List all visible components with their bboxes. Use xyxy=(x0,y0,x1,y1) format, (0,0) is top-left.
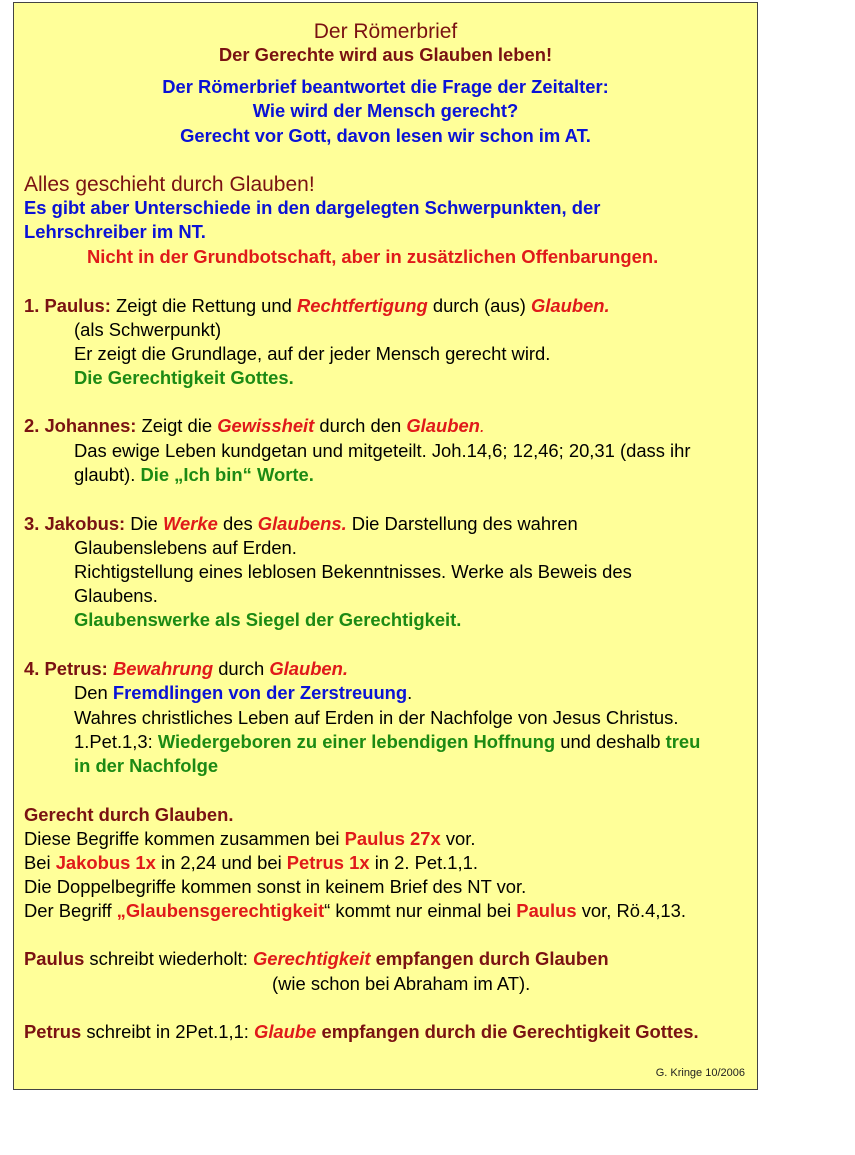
gerecht-line-2 xyxy=(24,852,478,874)
gerecht-line-1 xyxy=(24,828,475,850)
petrus-text-4: Glauben. xyxy=(269,658,348,679)
petrus-line-2a: Den xyxy=(74,682,113,703)
page-subtitle-text: Der Gerechte wird aus Glauben leben! xyxy=(218,44,553,65)
page-subtitle xyxy=(14,44,757,66)
paulus-line-1 xyxy=(24,295,610,317)
petrus2-a: Petrus xyxy=(24,1021,82,1042)
gerecht-line-4a: Der Begriff xyxy=(24,900,117,921)
paulus-line-3: Er zeigt die Grundlage, auf der jeder Mensch gerecht wird. xyxy=(74,343,551,364)
faith-heading: Alles geschieht durch Glauben! xyxy=(24,173,315,196)
document-sheet xyxy=(13,2,758,1090)
paulus2-line-2: (wie schon bei Abraham im AT). xyxy=(272,973,531,994)
petrus-line-5: in der Nachfolge xyxy=(74,755,219,776)
johannes-line-1 xyxy=(24,415,485,437)
gerecht-heading: Gerecht durch Glauben. xyxy=(24,804,234,825)
petrus-line-2 xyxy=(74,682,412,704)
intro-line-2: Wie wird der Mensch gerecht? xyxy=(252,100,519,121)
gerecht-line-2c: in 2,24 und bei xyxy=(155,852,287,873)
gerecht-line-4c: “ kommt nur einmal bei xyxy=(324,900,517,921)
paulus-text-2: Rechtfertigung xyxy=(296,295,428,316)
author-credit: G. Kringe 10/2006 xyxy=(655,1067,745,1079)
petrus-label: 4. Petrus: xyxy=(24,658,108,679)
jakobus-line-3: Richtigstellung eines leblosen Bekenntnisses. Werke als Beweis des xyxy=(74,561,632,582)
gerecht-line-4 xyxy=(24,900,686,922)
faith-line-2: Lehrschreiber im NT. xyxy=(24,221,206,242)
gerecht-line-4e: vor, Rö.4,13. xyxy=(576,900,686,921)
paulus2-c: Gerechtigkeit xyxy=(252,948,371,969)
petrus-line-4 xyxy=(74,731,700,753)
gerecht-line-2d: Petrus 1x xyxy=(286,852,370,873)
jakobus-text-3: des xyxy=(217,513,258,534)
jakobus-line-5: Glaubenswerke als Siegel der Gerechtigkeit. xyxy=(74,609,462,630)
petrus-line-3: Wahres christliches Leben auf Erden in der Nachfolge von Jesus Christus. xyxy=(74,707,679,728)
paulus-label: 1. Paulus: xyxy=(24,295,111,316)
paulus-text-1: Zeigt die Rettung und xyxy=(110,295,297,316)
paulus-line-2: (als Schwerpunkt) xyxy=(74,319,222,340)
johannes-text-5: . xyxy=(479,415,486,436)
petrus-line-4a: 1.Pet.1,3: xyxy=(74,731,158,752)
johannes-text-1: Zeigt die xyxy=(136,415,218,436)
paulus-text-3: durch (aus) xyxy=(427,295,531,316)
petrus-line-4b: Wiedergeboren zu einer lebendigen Hoffnung xyxy=(157,731,556,752)
gerecht-line-3: Die Doppelbegriffe kommen sonst in keinem Brief des NT vor. xyxy=(24,876,527,897)
petrus-line-4d: treu xyxy=(665,731,701,752)
gerecht-line-2b: Jakobus 1x xyxy=(55,852,156,873)
gerecht-line-2e: in 2. Pet.1,1. xyxy=(369,852,478,873)
jakobus-text-2: Werke xyxy=(163,513,218,534)
johannes-label: 2. Johannes: xyxy=(24,415,137,436)
jakobus-label: 3. Jakobus: xyxy=(24,513,126,534)
paulus2-line-1 xyxy=(24,948,609,970)
paulus2-a: Paulus xyxy=(24,948,85,969)
johannes-text-4: Glauben xyxy=(406,415,480,436)
gerecht-line-4d: Paulus xyxy=(516,900,577,921)
page-title-text: Der Römerbrief xyxy=(313,20,458,43)
paulus2-b: schreibt wiederholt: xyxy=(84,948,253,969)
jakobus-line-4: Glaubens. xyxy=(74,585,158,606)
paulus-text-4: Glauben. xyxy=(530,295,610,316)
intro-line-1: Der Römerbrief beantwortet die Frage der Zeitalter: xyxy=(162,76,609,97)
gerecht-line-1c: vor. xyxy=(440,828,476,849)
petrus2-c: Glaube xyxy=(254,1021,317,1042)
johannes-line-2: Das ewige Leben kundgetan und mitgeteilt. Joh.14,6; 12,46; 20,31 (dass ihr xyxy=(74,440,691,461)
jakobus-line-1 xyxy=(24,513,578,535)
jakobus-line-2: Glaubenslebens auf Erden. xyxy=(74,537,297,558)
petrus-text-3: durch xyxy=(213,658,270,679)
johannes-text-2: Gewissheit xyxy=(217,415,315,436)
johannes-line-3b: Die „Ich bin“ Worte. xyxy=(140,464,314,485)
petrus-line-2c: . xyxy=(407,682,413,703)
intro-line-3: Gerecht vor Gott, davon lesen wir schon im AT. xyxy=(180,125,591,146)
faith-line-1: Es gibt aber Unterschiede in den dargelegten Schwerpunkten, der xyxy=(24,197,601,218)
petrus-line-4c: und deshalb xyxy=(555,731,666,752)
jakobus-text-1: Die xyxy=(125,513,164,534)
page-title xyxy=(14,19,757,44)
petrus-text-2: Bewahrung xyxy=(112,658,214,679)
jakobus-text-5: Die Darstellung des wahren xyxy=(346,513,578,534)
petrus2-b: schreibt in 2Pet.1,1: xyxy=(81,1021,255,1042)
gerecht-line-1b: Paulus 27x xyxy=(344,828,441,849)
gerecht-line-2a: Bei xyxy=(24,852,56,873)
petrus-line-1 xyxy=(24,658,348,680)
johannes-line-3a: glaubt). xyxy=(74,464,141,485)
gerecht-line-4b: „Glaubensgerechtigkeit xyxy=(116,900,325,921)
johannes-line-3 xyxy=(74,464,314,486)
jakobus-text-4: Glaubens. xyxy=(257,513,347,534)
johannes-text-3: durch den xyxy=(314,415,407,436)
petrus-line-2b: Fremdlingen von der Zerstreuung xyxy=(112,682,408,703)
paulus-line-4: Die Gerechtigkeit Gottes. xyxy=(74,367,294,388)
gerecht-line-1a: Diese Begriffe kommen zusammen bei xyxy=(24,828,345,849)
faith-line-3: Nicht in der Grundbotschaft, aber in zusätzlichen Offenbarungen. xyxy=(87,246,659,267)
petrus2-line-1 xyxy=(24,1021,699,1043)
petrus2-d: empfangen durch die Gerechtigkeit Gottes. xyxy=(316,1021,699,1042)
paulus2-d: empfangen durch Glauben xyxy=(370,948,609,969)
